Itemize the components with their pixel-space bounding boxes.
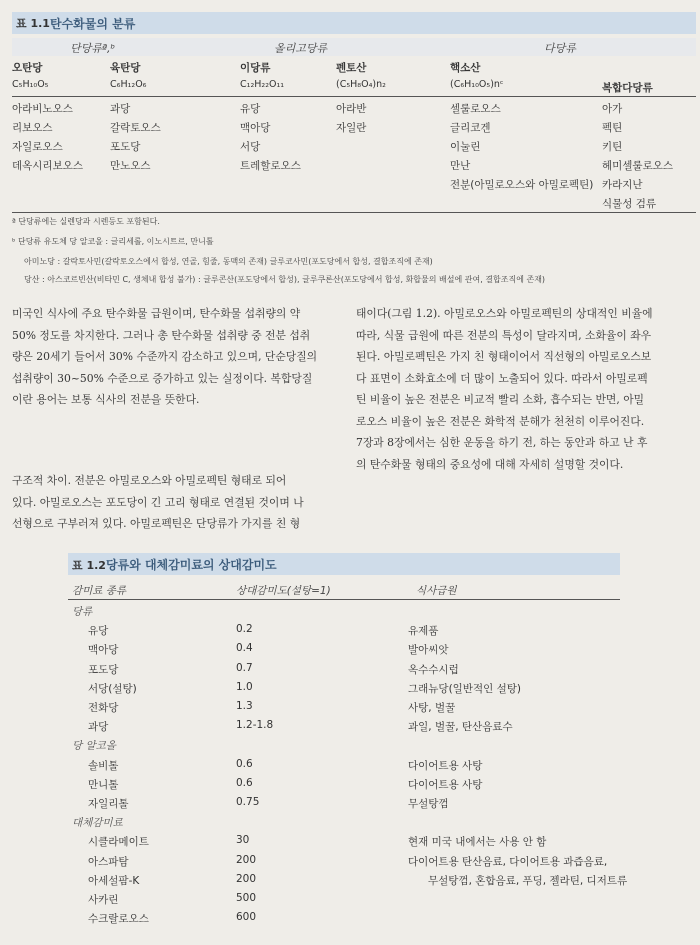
column-name: 핵소산 xyxy=(450,62,481,74)
body-line: 구조적 차이. 전분은 아밀로오스와 아밀로펙틴 형태로 되어 xyxy=(12,474,287,487)
column-item: 이눌린 xyxy=(450,141,481,153)
body-line: 50% 정도를 차지한다. 그러나 총 탄수화물 섭취량 중 전분 섭취 xyxy=(12,328,311,342)
body-line: 다 표면이 소화효소에 더 많이 노출되어 있다. 따라서 아밀로펙 xyxy=(356,371,648,385)
table1-group-header xyxy=(12,38,696,56)
table1-title-bar xyxy=(12,12,696,34)
group-poly: 다당류 xyxy=(544,42,576,55)
body-line: 있다. 아밀로오스는 포도당이 긴 고리 형태로 연결된 것이며 나 xyxy=(12,495,304,509)
table2-cell-source: 유제품 xyxy=(408,625,439,638)
column-name: 오탄당 xyxy=(12,62,43,74)
column-name: 복합다당류 xyxy=(602,82,653,94)
column-item: 셀룰로오스 xyxy=(450,103,501,115)
column-name: 이당류 xyxy=(240,62,271,74)
column-item: 갈락토오스 xyxy=(110,122,161,134)
table2-cell-sweetness: 30 xyxy=(236,834,250,847)
table2-cell-type: 맥아당 xyxy=(88,644,119,657)
table2-cell-source: 사탕, 벌꿀 xyxy=(408,702,456,714)
column-item: 아라비노오스 xyxy=(12,103,73,115)
table1-title: 탄수화물의 분류 xyxy=(50,17,136,31)
table2-category: 대체감미료 xyxy=(72,817,123,830)
column-item: 아라반 xyxy=(336,103,367,115)
table2-cell-source: 무설탕껌 xyxy=(408,798,449,810)
body-left-column xyxy=(12,303,342,411)
table2-cell-sweetness: 200 xyxy=(236,853,257,866)
column-item: 자일란 xyxy=(336,122,367,134)
column-item: 글리코겐 xyxy=(450,122,491,134)
column-item: 아가 xyxy=(602,103,623,115)
column-item: 서당 xyxy=(240,141,261,153)
body-line: 선형으로 구부러져 있다. 아밀로펙틴은 단당류가 가지를 친 형 xyxy=(12,517,301,530)
table2-cell-type: 자일리톨 xyxy=(88,798,129,810)
table2-cell-source: 무설탕껌, 혼합음료, 푸딩, 젤라틴, 디저트류 xyxy=(428,874,628,887)
table2-cell-type: 아세설팜-K xyxy=(88,874,140,887)
column-name: 육탄당 xyxy=(110,62,141,74)
table2-category: 당류 xyxy=(72,606,93,618)
table2-cell-sweetness: 600 xyxy=(236,911,257,924)
table2-header-type: 감미료 종류 xyxy=(72,585,127,597)
table2-header-sweetness: 상대감미도(설탕=1) xyxy=(236,585,331,597)
column-item: 키틴 xyxy=(602,141,623,153)
column-item: 식물성 검류 xyxy=(602,198,657,210)
table2-cell-type: 만니톨 xyxy=(88,778,119,791)
body-line: 섭취량이 30~50% 수준으로 증가하고 있는 실정이다. 복합당질 xyxy=(12,371,313,385)
column-item: 데옥시리보오스 xyxy=(12,160,84,172)
table1-note: ᵇ 단당류 유도체 당 알코올 : 글리세롤, 이노시트르, 만니톨 xyxy=(12,237,214,246)
column-formula: C₆H₁₂O₆ xyxy=(110,79,147,90)
column-item: 만노오스 xyxy=(110,160,151,172)
table2-cell-sweetness: 0.4 xyxy=(236,642,253,655)
column-item: 헤미셀룰로오스 xyxy=(602,160,674,172)
body-line: 태이다(그림 1.2). 아밀로오스와 아밀로펙틴의 상대적인 비율에 xyxy=(356,307,653,320)
body-line: 틴 비율이 높은 전분은 비교적 빨리 소화, 흡수되는 반면, 아밀 xyxy=(356,393,645,406)
table1-note: 당산 : 아스코르빈산(비타민 C, 생체내 합성 불가) : 글루콘산(포도당에서 합성), 글루쿠론산(포도당에서 합성, 화합물의 배설에 관여, 결합조직에 존재) xyxy=(24,275,546,284)
table2-cell-source: 현재 미국 내에서는 사용 안 함 xyxy=(408,836,547,849)
table2-cell-sweetness: 0.6 xyxy=(236,757,253,770)
table2-cell-source: 다이어트용 사탕 xyxy=(408,778,483,791)
table2-cell-source: 과일, 벌꿀, 탄산음료수 xyxy=(408,721,513,734)
table2-cell-sweetness: 0.7 xyxy=(236,661,253,674)
body-line: 이란 용어는 보통 식사의 전분을 뜻한다. xyxy=(12,393,200,406)
table2-title: 당류와 대체감미료의 상대감미도 xyxy=(106,558,277,572)
table2-cell-sweetness: 1.0 xyxy=(236,680,253,693)
column-item: 과당 xyxy=(110,103,131,115)
table2-cell-type: 포도당 xyxy=(88,663,119,676)
table2-title-bar xyxy=(68,553,620,575)
column-item: 포도당 xyxy=(110,141,141,153)
body-line: 의 탄수화물 형태의 중요성에 대해 자세히 설명할 것이다. xyxy=(356,457,624,471)
table1-note: ª 단당류에는 실렌당과 시렌등도 포함된다. xyxy=(12,217,160,226)
table1-number: 표 1.1 xyxy=(16,17,50,30)
body-right-column xyxy=(356,303,692,475)
table2-cell-sweetness: 1.3 xyxy=(236,700,253,712)
table2-cell-source: 옥수수시럽 xyxy=(408,663,459,676)
group-mono: 단당류ª,ᵇ xyxy=(70,42,116,55)
table2-cell-type: 유당 xyxy=(88,625,109,638)
table2-category: 당 알코올 xyxy=(72,740,116,753)
table2-cell-type: 전화당 xyxy=(88,702,119,714)
column-formula: C₁₂H₂₂O₁₁ xyxy=(240,79,285,90)
table2-cell-sweetness: 1.2-1.8 xyxy=(236,719,274,732)
body-line: 7장과 8장에서는 심한 운동을 하기 전, 하는 동안과 하고 난 후 xyxy=(356,436,648,449)
table2-cell-sweetness: 200 xyxy=(236,872,257,885)
table2-cell-sweetness: 500 xyxy=(236,892,257,904)
column-item: 맥아당 xyxy=(240,122,271,134)
column-item: 카라지난 xyxy=(602,179,643,191)
column-formula: (C₆H₁₀O₅)nᶜ xyxy=(450,79,504,90)
table2-cell-type: 솔비톨 xyxy=(88,759,119,772)
column-name: 펜토산 xyxy=(336,62,367,74)
body-left-column-2 xyxy=(12,470,342,535)
body-line: 미국인 식사에 주요 탄수화물 급원이며, 탄수화물 섭취량의 약 xyxy=(12,307,301,320)
column-item: 만난 xyxy=(450,160,471,172)
table2-cell-sweetness: 0.6 xyxy=(236,776,253,789)
column-item: 자일로오스 xyxy=(12,141,63,153)
table2-header-source: 식사급원 xyxy=(416,585,457,597)
table1-note: 아미노당 : 갈락토사민(갈락토오스에서 합성, 연골, 힘줄, 동맥의 존재) 글루코사민(포도당에서 합성, 결합조직에 존재) xyxy=(24,257,433,266)
column-formula: (C₅H₈O₄)n₂ xyxy=(336,79,386,90)
column-item: 유당 xyxy=(240,103,261,115)
table2-cell-type: 수크랄로오스 xyxy=(88,913,149,926)
table2-cell-type: 사카린 xyxy=(88,894,119,906)
table2-cell-source: 다이어트용 탄산음료, 다이어트용 과즙음료, xyxy=(408,855,608,868)
column-formula: C₅H₁₀O₅ xyxy=(12,79,49,90)
column-item: 전분(아밀로오스와 아밀로펙틴) xyxy=(450,179,594,191)
table2-cell-source: 그래뉴당(일반적인 설탕) xyxy=(408,682,521,695)
table2-cell-type: 시클라메이트 xyxy=(88,836,149,849)
body-line: 량은 20세기 들어서 30% 수준까지 감소하고 있으며, 단순당질의 xyxy=(12,350,318,363)
table2-number: 표 1.2 xyxy=(72,559,106,572)
table2-cell-sweetness: 0.2 xyxy=(236,623,253,636)
table2-cell-source: 발아씨앗 xyxy=(408,644,449,657)
body-line: 따라, 식물 급원에 따른 전분의 특성이 달라지며, 소화율이 좌우 xyxy=(356,328,652,342)
group-oligo: 올리고당류 xyxy=(274,42,328,55)
table2-cell-sweetness: 0.75 xyxy=(236,796,260,808)
table2-cell-type: 서당(설탕) xyxy=(88,682,137,695)
column-item: 펙틴 xyxy=(602,122,623,134)
table2-cell-source: 다이어트용 사탕 xyxy=(408,759,483,772)
table2-cell-type: 과당 xyxy=(88,721,109,734)
column-item: 리보오스 xyxy=(12,122,53,134)
body-line: 된다. 아밀로펙틴은 가지 친 형태이어서 직선형의 아밀로오스보 xyxy=(356,350,652,363)
table2-cell-type: 아스파탐 xyxy=(88,855,129,868)
body-line: 로오스 비율이 높은 전분은 화학적 분해가 천천히 이루어진다. xyxy=(356,414,645,428)
column-item: 트레할로오스 xyxy=(240,160,301,172)
